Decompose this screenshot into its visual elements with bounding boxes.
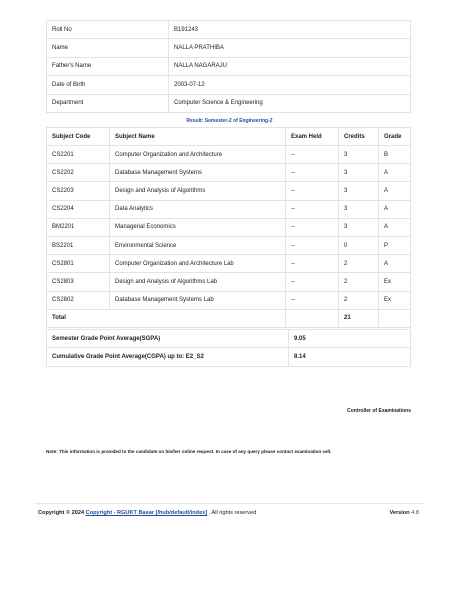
header-subject-name: Subject Name (110, 128, 286, 146)
sgpa-label: Semester Grade Point Average(SGPA) (47, 330, 289, 348)
header-subject-code: Subject Code (47, 128, 110, 146)
total-row (47, 309, 411, 327)
cell-subject-name: Database Management Systems Lab (110, 291, 286, 309)
cell-exam-held: -- (286, 164, 339, 182)
cell-exam-held: -- (286, 236, 339, 254)
total-empty-cell (286, 309, 339, 327)
cell-credits: 0 (339, 236, 379, 254)
cell-subject-code: BS2201 (47, 236, 110, 254)
total-credits: 21 (339, 309, 379, 327)
cell-grade: Ex (379, 291, 411, 309)
copyright-link[interactable]: Copyright - RGUKT Basar [/hub/default/index] (85, 510, 208, 516)
info-key: Department (47, 94, 169, 112)
cell-subject-name: Environmental Science (110, 236, 286, 254)
cell-credits: 2 (339, 255, 379, 273)
cell-subject-code: CS2802 (47, 291, 110, 309)
table-row (47, 236, 411, 254)
footer-divider (34, 503, 424, 504)
cell-subject-code: CS2803 (47, 273, 110, 291)
info-key: Father's Name (47, 57, 169, 75)
footer-copyright (38, 510, 256, 516)
table-row (47, 200, 411, 218)
cell-exam-held: -- (286, 146, 339, 164)
cell-credits: 3 (339, 218, 379, 236)
table-row (47, 164, 411, 182)
info-value: NALLA NAGARAJU (169, 57, 411, 75)
disclaimer-note: Note: This information is provided to the candidate on his/her online request. In case of any query please contact examination cell. (46, 449, 332, 454)
cell-grade: A (379, 218, 411, 236)
grades-header-row (47, 128, 411, 146)
rights-text: . All rights reserved (208, 510, 257, 516)
grades-table (46, 127, 411, 328)
cgpa-label: Cumulative Grade Point Average(CGPA) up to: E2_S2 (47, 348, 289, 366)
cell-exam-held: -- (286, 291, 339, 309)
cell-grade: Ex (379, 273, 411, 291)
cell-exam-held: -- (286, 218, 339, 236)
version-value: 4.8 (411, 510, 419, 516)
cell-subject-code: CS2204 (47, 200, 110, 218)
cell-exam-held: -- (286, 182, 339, 200)
cell-grade: A (379, 182, 411, 200)
table-row (47, 218, 411, 236)
sgpa-row (47, 330, 411, 348)
info-row (47, 39, 411, 57)
cell-subject-code: CS2202 (47, 164, 110, 182)
info-value: NALLA PRATHIBA (169, 39, 411, 57)
footer-version (389, 510, 419, 516)
cell-exam-held: -- (286, 200, 339, 218)
cell-credits: 2 (339, 273, 379, 291)
info-key: Name (47, 39, 169, 57)
cell-subject-name: Computer Organization and Architecture (110, 146, 286, 164)
cell-subject-code: CS2801 (47, 255, 110, 273)
table-row (47, 291, 411, 309)
info-key: Roll No (47, 21, 169, 39)
student-info-table (46, 20, 411, 113)
info-row (47, 76, 411, 94)
gpa-table (46, 329, 411, 367)
cgpa-value: 8.14 (289, 348, 411, 366)
info-value: B191243 (169, 21, 411, 39)
info-value: 2003-07-12 (169, 76, 411, 94)
cell-grade: A (379, 255, 411, 273)
info-key: Date of Birth (47, 76, 169, 94)
table-row (47, 255, 411, 273)
header-grade: Grade (379, 128, 411, 146)
cell-subject-code: CS2201 (47, 146, 110, 164)
cell-grade: A (379, 164, 411, 182)
table-row (47, 146, 411, 164)
sgpa-value: 9.05 (289, 330, 411, 348)
cgpa-row (47, 348, 411, 366)
info-row (47, 94, 411, 112)
cell-subject-name: Computer Organization and Architecture Lab (110, 255, 286, 273)
cell-credits: 3 (339, 146, 379, 164)
cell-exam-held: -- (286, 273, 339, 291)
cell-grade: P (379, 236, 411, 254)
cell-subject-name: Data Analytics (110, 200, 286, 218)
copyright-text: Copyright © 2024 (38, 510, 85, 516)
cell-grade: B (379, 146, 411, 164)
total-empty-cell (379, 309, 411, 327)
result-caption: Result: Semester-2 of Engineering-2 (186, 118, 273, 124)
cell-subject-name: Design and Analysis of Algorithms (110, 182, 286, 200)
controller-signature-label: Controller of Examinations (347, 408, 411, 414)
cell-subject-name: Design and Analysis of Algorithms Lab (110, 273, 286, 291)
total-label: Total (47, 309, 286, 327)
cell-credits: 3 (339, 182, 379, 200)
cell-subject-code: BM2201 (47, 218, 110, 236)
info-row (47, 57, 411, 75)
cell-credits: 3 (339, 164, 379, 182)
cell-credits: 2 (339, 291, 379, 309)
cell-exam-held: -- (286, 255, 339, 273)
info-value: Computer Science & Engineering (169, 94, 411, 112)
table-row (47, 182, 411, 200)
info-row (47, 21, 411, 39)
header-credits: Credits (339, 128, 379, 146)
cell-subject-name: Database Management Systems (110, 164, 286, 182)
cell-subject-name: Managerial Economics (110, 218, 286, 236)
cell-grade: A (379, 200, 411, 218)
table-row (47, 273, 411, 291)
cell-credits: 3 (339, 200, 379, 218)
header-exam-held: Exam Held (286, 128, 339, 146)
cell-subject-code: CS2203 (47, 182, 110, 200)
version-label: Version (389, 510, 410, 516)
